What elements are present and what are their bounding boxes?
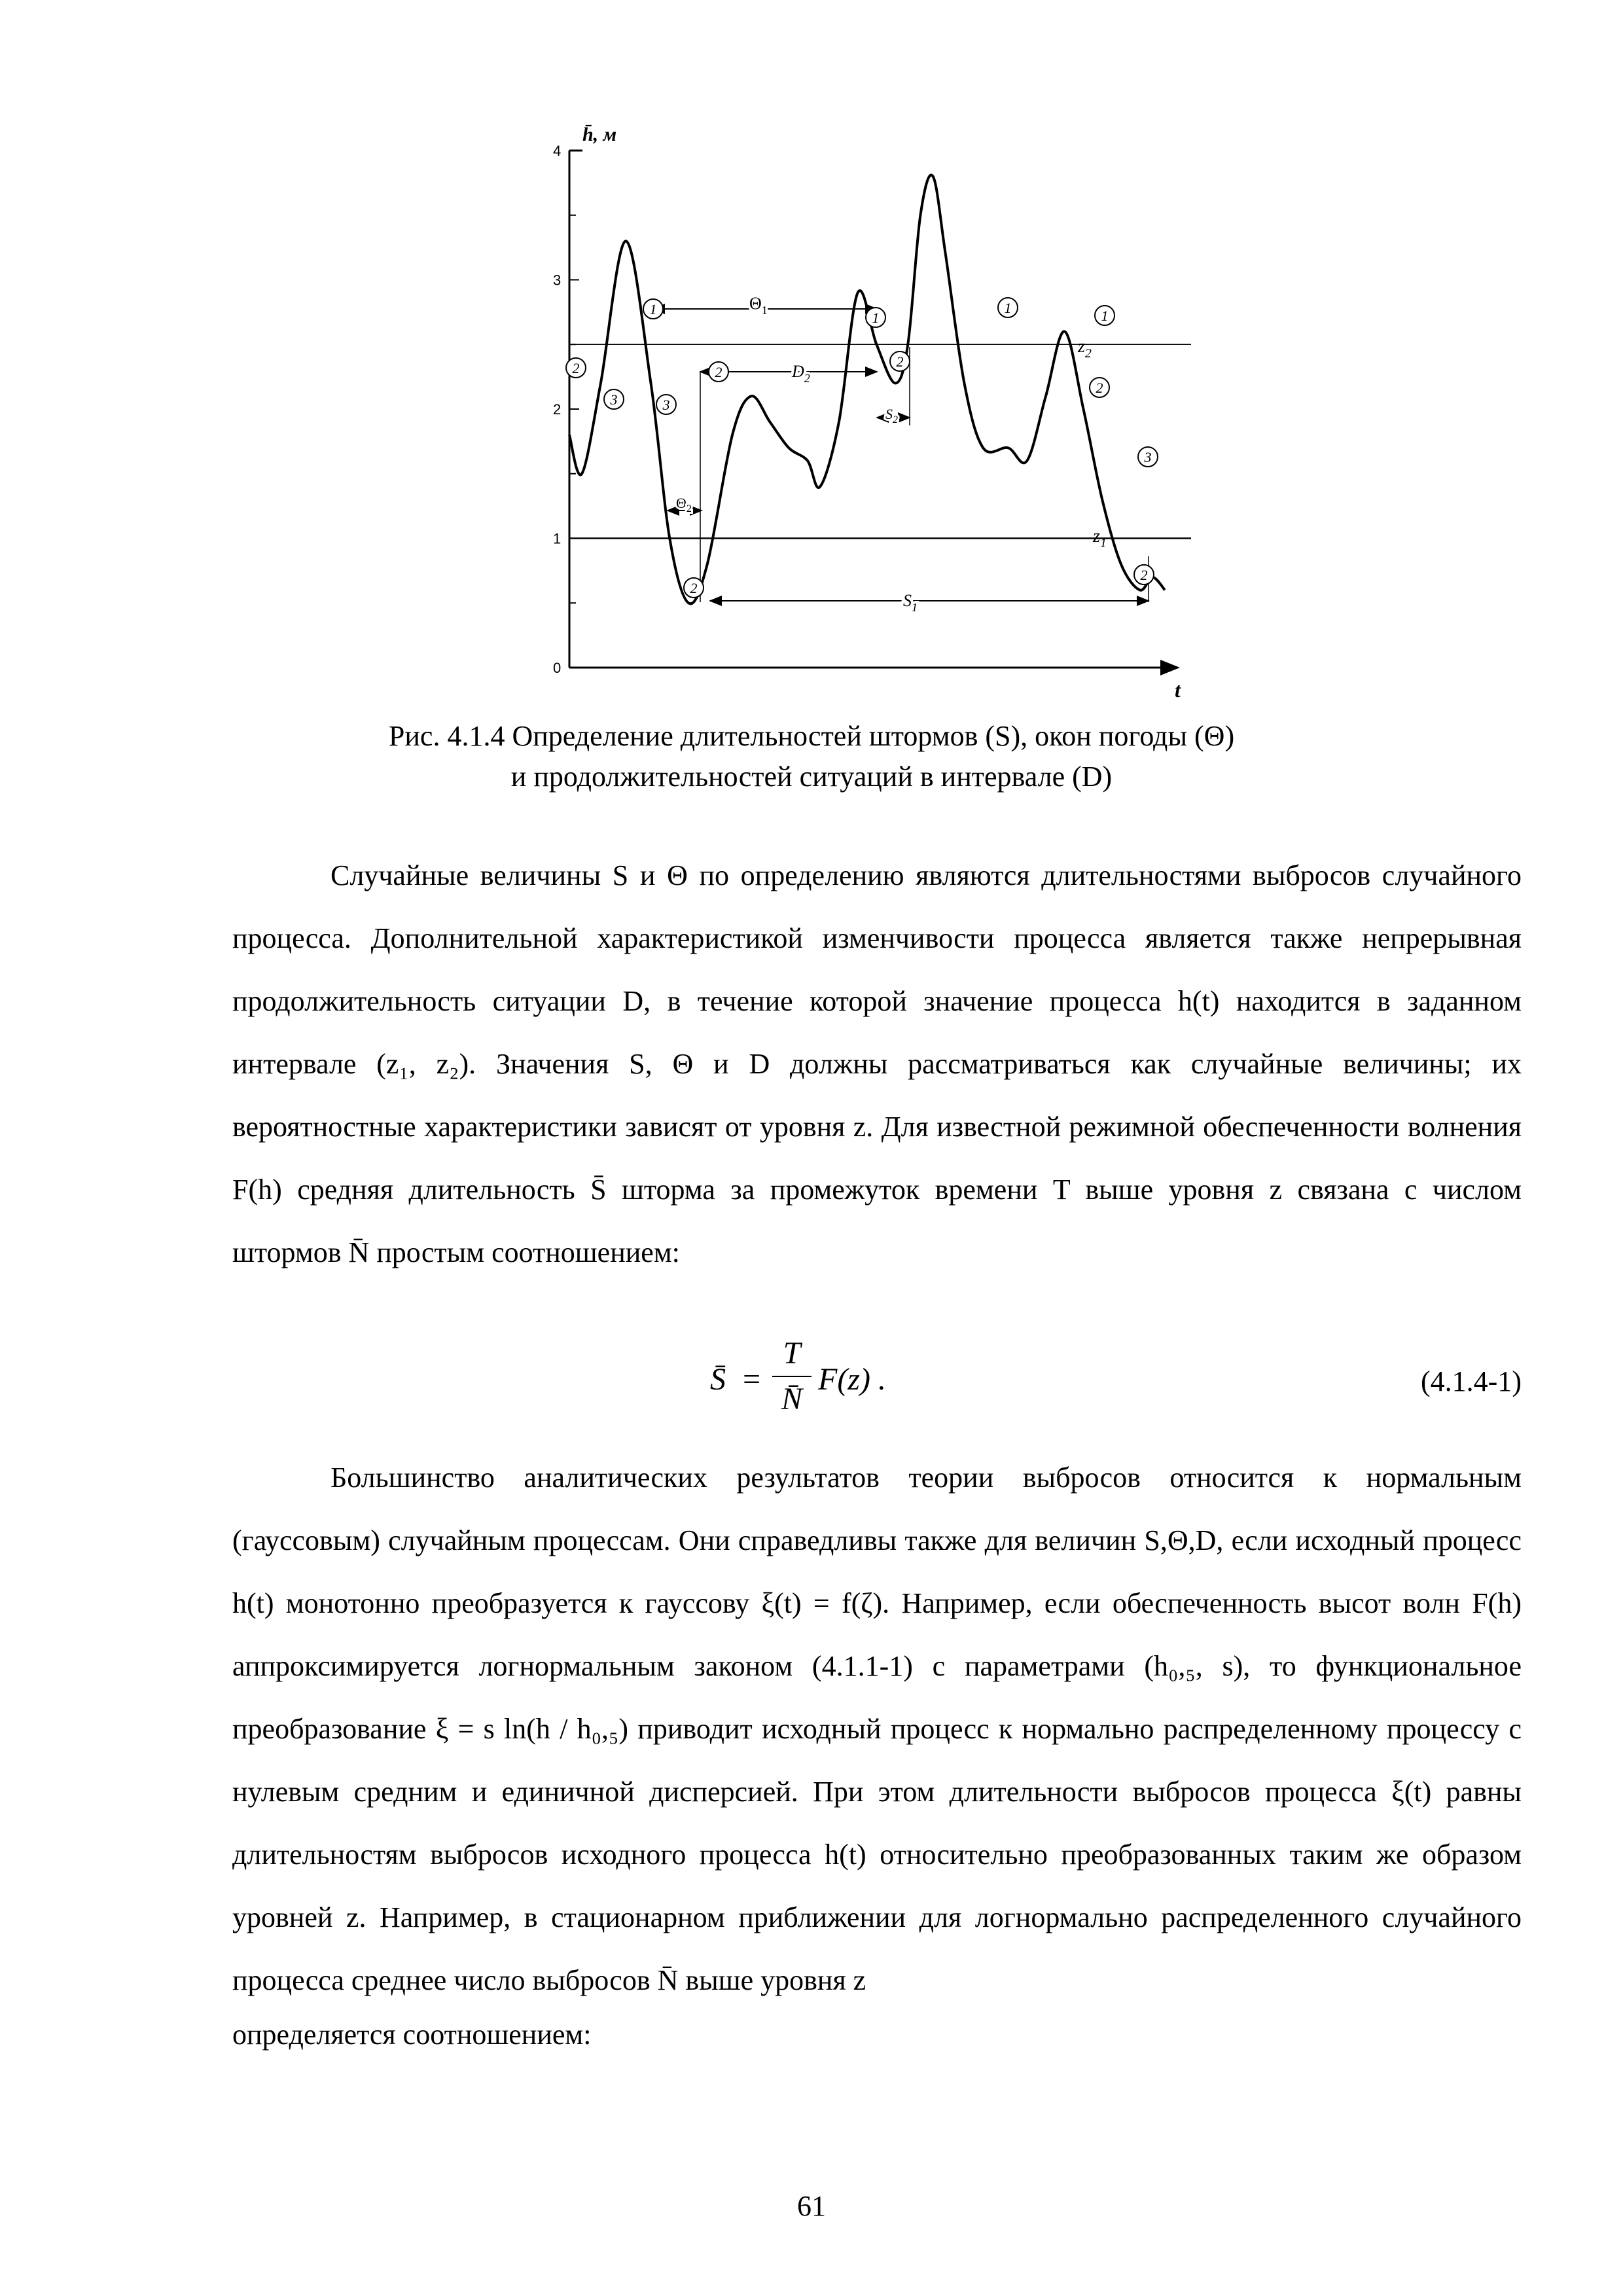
eq-fraction (772, 1335, 812, 1418)
eq-lhs: S̄ (710, 1362, 726, 1397)
y-tick-label: 0 (553, 660, 562, 676)
eq-fraction-bar (772, 1376, 812, 1377)
eq-numerator: T (783, 1336, 801, 1371)
crossing-marker-label: 2 (896, 353, 904, 370)
eq-rhs: F(z) . (818, 1362, 886, 1397)
s1-label: $S_1$ (903, 591, 918, 614)
paragraph-2: Большинство аналитических результатов теории выбросов относится к нормальным (гауссовым) случайным процессам. Они справедливы также для величин S,Θ,D, если исходный процесс h(t) монотонно преобразуется к гауссову ξ(t) = f(ζ). Например, если обеспеченность высот волн F(h) аппроксимируется логнормальным законом (4.1.1-1) с параметрами (h₀,₅, s), то функциональное преобразование ξ = s ln(h / h₀,₅) приводит исходный процесс к нормально распределенному процессу с нулевым средним и единичной дисперсией. При этом длительности выбросов процесса ξ(t) равны длительностям выбросов исходного процесса h(t) относительно преобразованных таким же образом уровней z. Например, в стационарном приближении для логнормально распределенного случайного процесса среднее число выбросов N̄ выше уровня z (232, 1462, 1522, 1996)
s2-label: $S_2$ (885, 406, 898, 425)
crossing-marker-label: 1 (872, 310, 880, 326)
process-curve (569, 175, 1165, 603)
x-axis-label: t (1175, 678, 1181, 702)
figure-caption-line2: и продолжительностей ситуаций в интервале (D) (510, 761, 1113, 793)
y-ticks (553, 143, 579, 676)
paragraph-3: определяется соотношением: (232, 2018, 592, 2051)
crossing-marker-label: 2 (1140, 567, 1148, 583)
equation-number: (4.1.4-1) (1421, 1365, 1522, 1397)
figure-storm-durations (517, 98, 1224, 713)
level-z1-label: $z_1$ (1093, 526, 1107, 550)
y-tick-label: 3 (553, 272, 562, 289)
crossing-marker-label: 2 (1096, 380, 1103, 396)
paragraph-1-block (232, 844, 1522, 1284)
theta1-label: $\Theta_1$ (749, 294, 768, 317)
d2-label: $D_2$ (792, 362, 810, 385)
eq-denominator: N̄ (781, 1382, 802, 1416)
paragraph-2-block (232, 1446, 1522, 2058)
paragraph-1: Случайные величины S и Θ по определению являются длительностями выбросов случайного процесса. Дополнительной характеристикой изменчивости процесса является также непрерывная продолжительность ситуации D, в течение которой значение процесса h(t) находится в заданном интервале (z₁, z₂). Значения S, Θ и D должны рассматриваться как случайные величины; их вероятностные характеристики зависят от уровня z. Для известной режимной обеспеченности волнения F(h) средняя длительность S̄ шторма за промежуток времени T выше уровня z связана с числом штормов N̄ простым соотношением: (232, 859, 1522, 1268)
crossing-marker-label: 2 (690, 580, 698, 596)
equation-row (232, 1335, 1522, 1433)
crossing-marker-label: 1 (649, 301, 657, 317)
crossing-marker-label: 3 (662, 397, 670, 413)
y-tick-label: 1 (553, 530, 562, 547)
crossing-marker-label: 3 (1144, 449, 1152, 465)
y-tick-label: 2 (553, 401, 562, 418)
y-tick-label: 4 (553, 143, 562, 159)
page-number: 61 (797, 2190, 826, 2222)
figure-caption-line1: Рис. 4.1.4 Определение длительностей штормов (S), окон погоды (Θ) (388, 720, 1235, 752)
chart-svg (517, 98, 1224, 713)
crossing-marker-label: 3 (610, 391, 618, 408)
crossing-marker-label: 1 (1004, 300, 1012, 316)
y-axis-label: h̄, м (582, 124, 617, 145)
level-z2-label: $z_2$ (1078, 336, 1092, 361)
crossing-marker-label: 2 (715, 364, 722, 380)
eq-equals: = (743, 1362, 761, 1397)
theta2-label: $\Theta_2$ (676, 495, 692, 514)
crossing-marker-label: 2 (572, 360, 580, 376)
crossing-marker-label: 1 (1101, 308, 1109, 324)
